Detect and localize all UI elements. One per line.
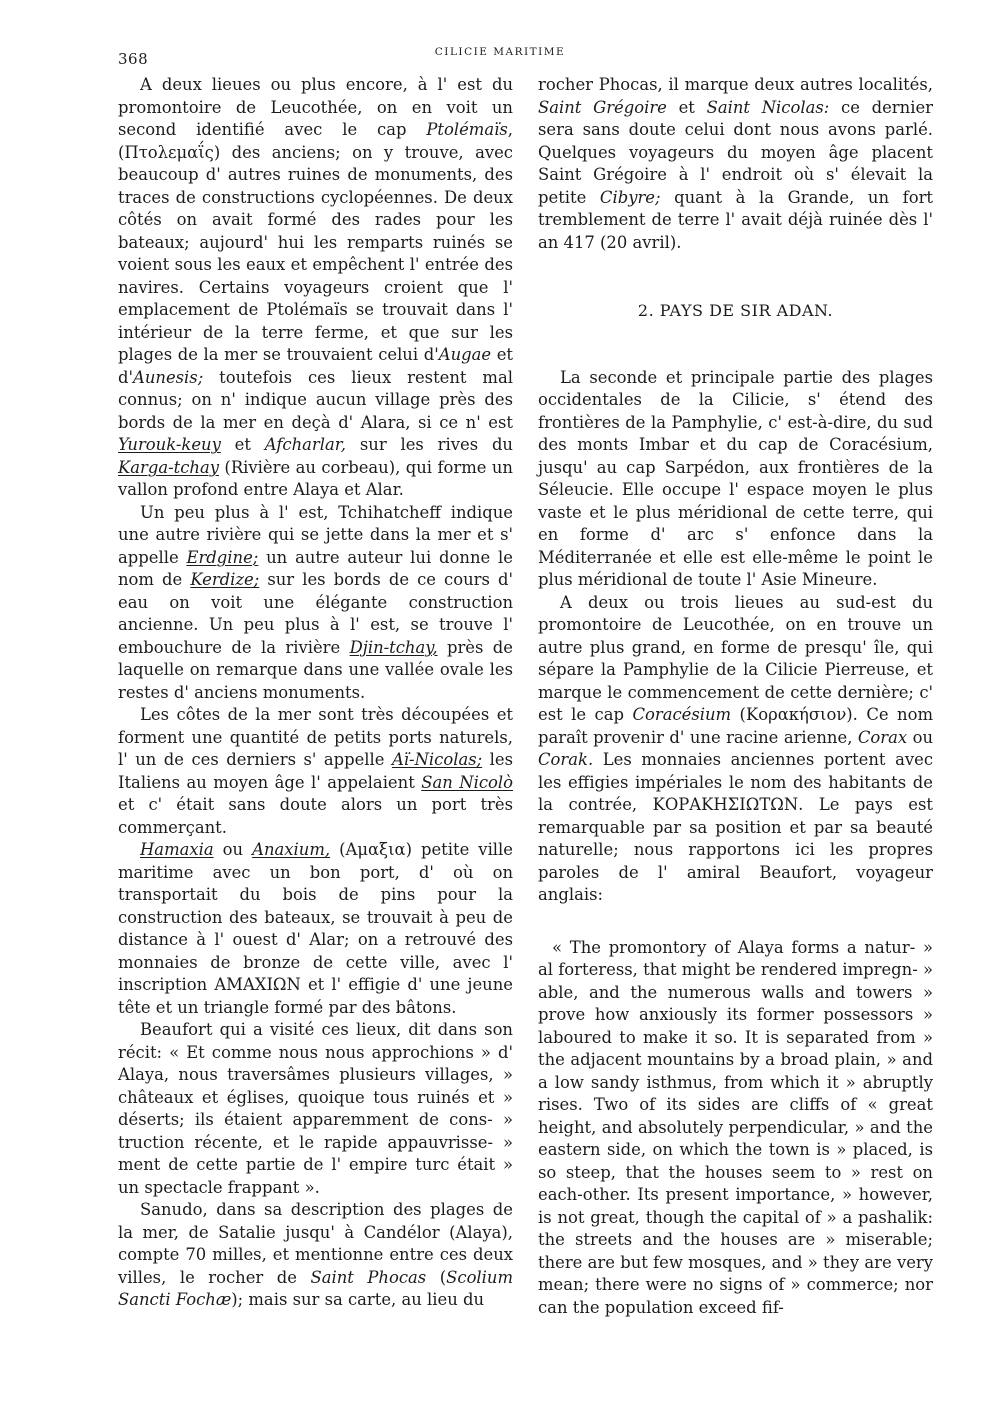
continuation-paragraph xyxy=(538,74,933,254)
text-run: A deux ou trois lieues au sud-est du promontoire de Leucothée, on en trouve un autre plus grand, en forme de presqu' île, qui sépare la Pamphylie de la Cilicie Pierreuse, et marque le commencement de cette dernière; c' est le cap xyxy=(538,592,933,724)
text-run: Beaufort qui a visité ces lieux, dit dans son récit: « Et comme nous nous approchions » d' Alaya, nous traversâmes plusieurs villages, » châteaux et églises, quoique tous ruinés et » déserts; ils étaient apparemment de cons- » truction récente, et le rapide appauvrisse- » ment de cette partie de l' empire turc était » un spectacle frappant ». xyxy=(118,1020,513,1197)
paragraph-coracesium xyxy=(538,592,933,907)
paragraph-sanudo xyxy=(118,1199,513,1312)
emphasized-term: Saint Grégoire xyxy=(538,97,667,117)
emphasized-term: Djin-tchay, xyxy=(349,637,438,657)
text-run: , (Πτολεμαΐς) des anciens; on y trouve, avec beaucoup d' autres ruines de monuments, des traces de constructions cyclopéennes. De deux côtés on avait formé des rades pour les bateaux; aujourd' hui les remparts ruinés se voient sous les eaux et empêchent l' entrée des navires. Certains voyageurs croient que l' emplacement de Ptolémaïs se trouvait dans l' intérieur de la terre ferme, et que sur les plages de la mer se trouvaient celui d' xyxy=(118,120,513,364)
text-run: toutefois ces lieux restent mal connus; on n' indique aucun village près des bords de la mer en deçà d' Alara, si ce n' est xyxy=(118,367,513,432)
text-run: un autre auteur lui donne le nom de xyxy=(118,547,513,589)
text-run: et d' xyxy=(118,345,514,387)
paragraph-seconde-partie xyxy=(538,367,933,592)
text-run: ce dernier sera sans doute celui dont nous avons parlé. Quelques voyageurs du moyen âge placent Saint Grégoire à l' endroit où s' élevait la petite xyxy=(538,97,933,207)
text-run: Les côtes de la mer sont très découpées et forment une quantité de petits ports naturels, l' un de ces derniers s' appelle xyxy=(118,705,513,769)
emphasized-term: Erdgine; xyxy=(186,547,259,567)
right-paragraphs xyxy=(538,367,933,907)
text-run: « The promontory of Alaya forms a natur- » al forteress, that might be rendered impregn- » able, and the numerous walls and towers » prove how anxiously its former possessors » laboured to make it so. It is separated from » the adjacent mountains by a broad plain, » and a low sandy isthmus, from which it » abruptly rises. Two of its sides are cliffs of « great height, and absolutely perpendicular, » and the eastern side, on which the town is » placed, is so steep, that the houses seem to » rest on each-other. Its present importance, » however, is not great, though the capital of » a pashalik: the streets and the houses are » miserable; there are but few mosques, and » they are very mean; there were no signs of » commerce; nor can the population exceed fif- xyxy=(538,937,933,1317)
emphasized-term: San Nicolò xyxy=(421,772,513,792)
emphasized-term: Anaxium, xyxy=(252,840,331,859)
text-run: et xyxy=(220,435,265,454)
emphasized-term: Karga-tchay xyxy=(118,457,220,477)
emphasized-term: Yurouk-keuy xyxy=(118,435,221,454)
text-run: Sanudo, dans sa description des plages de la mer, de Satalie jusqu' à Candélor (Alaya), compte 70 milles, et mentionne entre ces deux villes, le rocher de xyxy=(118,1200,513,1287)
paragraph-erdgine xyxy=(118,502,513,705)
paragraph-beaufort-recit xyxy=(118,1019,513,1199)
text-run: (Rivière au corbeau), qui forme un vallon profond entre Alaya et Alar. xyxy=(118,457,513,499)
text-run: (Κορακήσιον). Ce nom paraît provenir d' une racine arienne, xyxy=(538,705,934,747)
beaufort-quote xyxy=(538,937,933,1320)
emphasized-term: Ptolémaïs xyxy=(426,120,508,139)
text-run: sur les rives du xyxy=(346,435,513,454)
text-run: et xyxy=(666,97,707,117)
emphasized-term: Afcharlar, xyxy=(264,435,347,454)
text-run: La seconde et principale partie des plages occidentales de la Cilicie, s' étend des frontières de la Pamphylie, c' est-à-dire, du sud des monts Imbar et du cap de Coracésium, jusqu' au cap Sarpédon, aux frontières de la Séleucie. Elle occupe l' espace moyen le plus vaste et le plus méridional de cette terre, qui en forme d' arc s' enfonce dans la Méditerranée et elle est elle-même le point le plus méridional de toute l' Asie Mineure. xyxy=(538,367,933,589)
page-number: 368 xyxy=(118,50,149,68)
running-head: CILICIE MARITIME xyxy=(434,46,566,58)
text-run: Un peu plus à l' est, Tchihatcheff indique une autre rivière qui se jette dans la mer et s' appelle xyxy=(118,502,513,567)
paragraph-cotes xyxy=(118,704,513,839)
text-run: sur les bords de ce cours d' eau on voit une élégante construction ancienne. Un peu plus à l' est, se trouve l' embouchure de la rivière xyxy=(118,570,513,657)
emphasized-term: Aï-Nicolas; xyxy=(391,750,483,769)
emphasized-term: Scolium Sancti Fochæ xyxy=(118,1267,514,1309)
emphasized-term: Corak. xyxy=(538,750,594,769)
text-run: A deux lieues ou plus encore, à l' est du promontoire de Leucothée, on en voit un second identifié avec le cap xyxy=(118,75,513,139)
text-run: les Italiens au moyen âge l' appelaient xyxy=(118,750,513,792)
emphasized-term: Kerdize; xyxy=(190,570,260,589)
emphasized-term: Hamaxia xyxy=(140,840,214,859)
emphasized-term: Saint Phocas xyxy=(310,1267,427,1287)
section-heading: 2. PAYS DE SIR ADAN. xyxy=(637,301,834,320)
emphasized-term: Saint Nicolas: xyxy=(706,97,830,117)
paragraph-leucothee xyxy=(118,74,513,502)
left-column xyxy=(118,74,513,1312)
emphasized-term: Aunesis; xyxy=(133,367,204,387)
emphasized-term: Cibyre; xyxy=(599,187,661,207)
text-run: près de laquelle on remarque dans une vallée ovale les restes d' anciens monuments. xyxy=(118,637,513,702)
text-run: ( xyxy=(426,1267,447,1287)
text-run: rocher Phocas, il marque deux autres localités, xyxy=(538,75,933,94)
text-run: quant à la Grande, un fort tremblement de terre l' avait déjà ruinée dès l' an 417 (20 avril). xyxy=(538,187,933,252)
text-run: ); mais sur sa carte, au lieu du xyxy=(231,1290,485,1309)
right-column xyxy=(538,74,933,1319)
text-run: ou xyxy=(907,727,933,747)
paragraph-hamaxia xyxy=(118,839,513,1019)
text-run: et c' était sans doute alors un port très commerçant. xyxy=(118,795,513,837)
emphasized-term: Coracésium xyxy=(632,705,732,724)
text-run: ou xyxy=(213,840,253,859)
text-run: Les monnaies anciennes portent avec les effigies impériales le nom des habitants de la contrée, ΚΟΡΑΚΗΣΙΩΤΩΝ. Le pays est remarquable par sa position et par sa beauté naturelle; nous rapportons ici les propres paroles de l' amiral Beaufort, voyageur anglais: xyxy=(538,750,933,904)
emphasized-term: Augae xyxy=(438,345,492,364)
text-run: (Αμαξια) petite ville maritime avec un bon port, d' où on transportait du bois de pins pour la construction des bateaux, se trouvait à peu de distance à l' ouest d' Alar; on a retrouvé des monnaies de bronze de cette ville, avec l' inscription ΑΜΑΧΙΩΝ et l' effigie d' une jeune tête et un triangle formé par des bâtons. xyxy=(118,840,513,1017)
emphasized-term: Corax xyxy=(857,727,908,747)
